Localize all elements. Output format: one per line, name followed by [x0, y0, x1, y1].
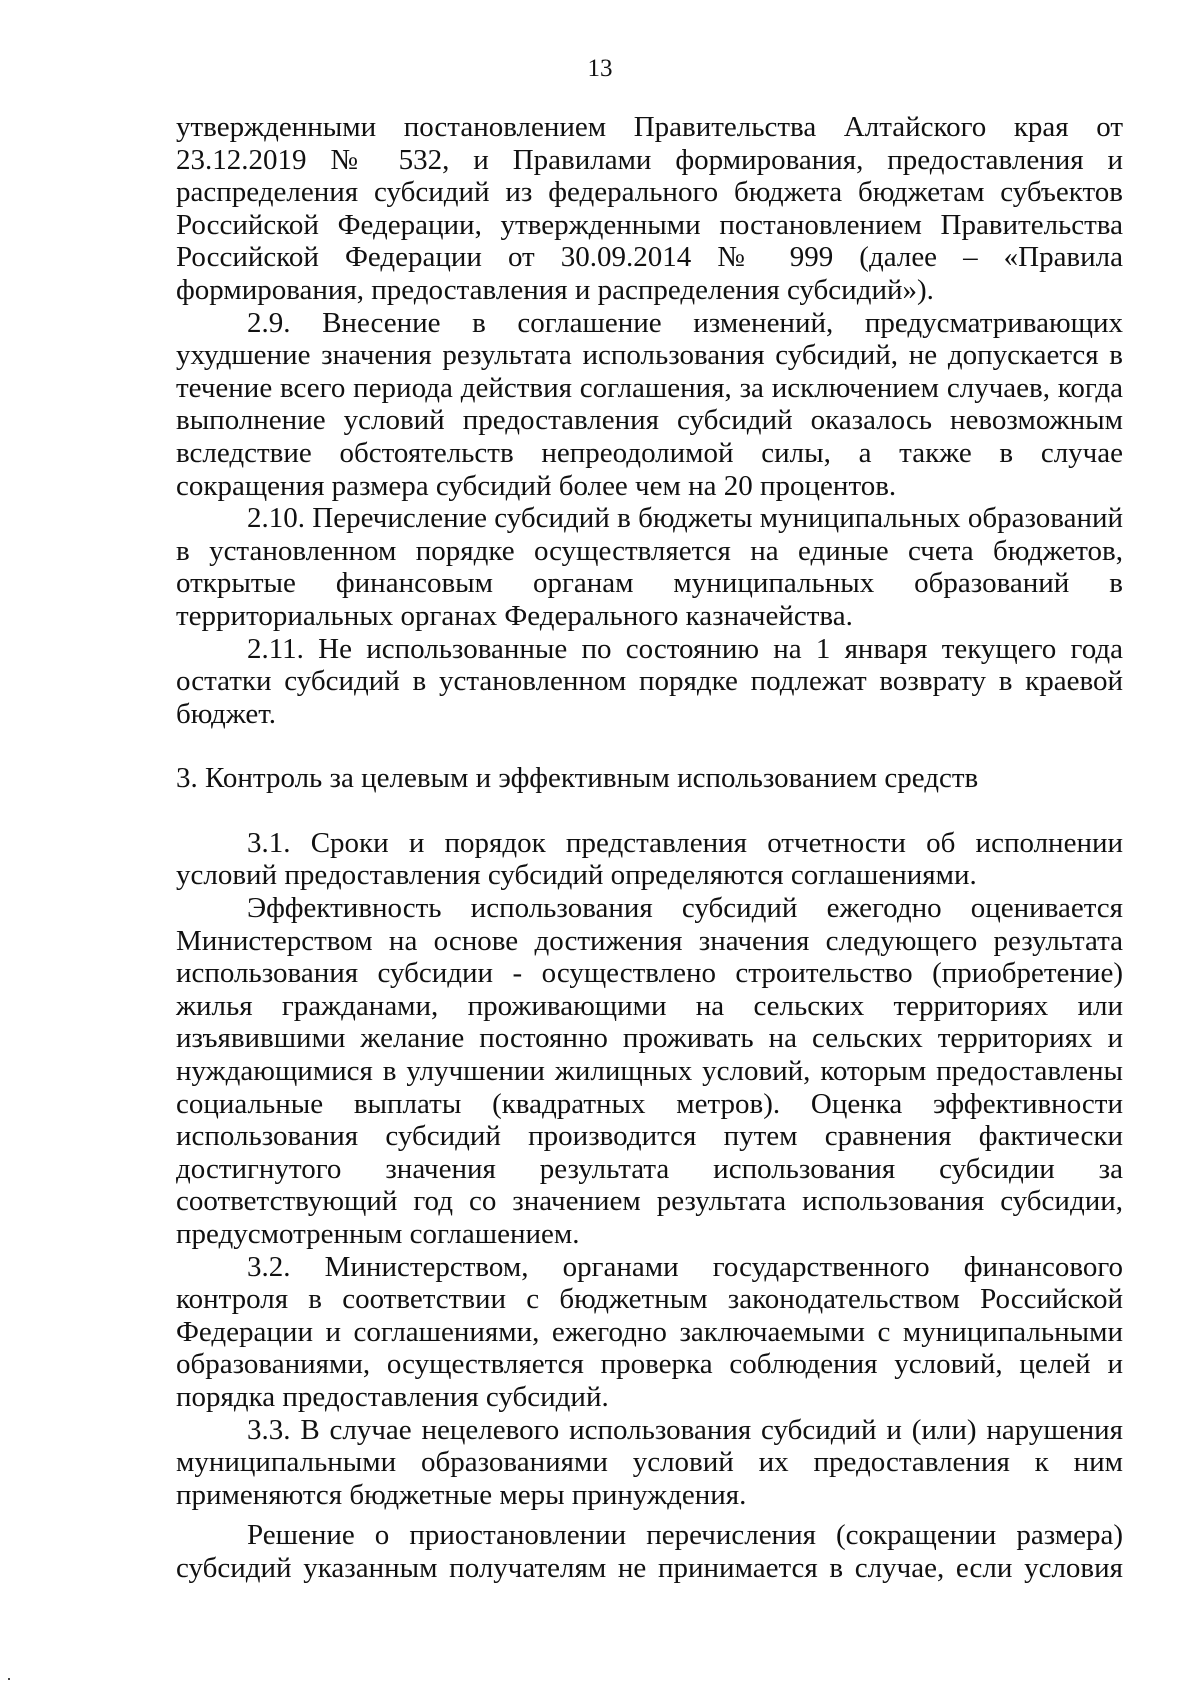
- paragraph-2-11: 2.11. Не использованные по состоянию на 1 января текущего года остатки субсидий в установленном порядке подлежат возврату в краевой бюджет.: [176, 632, 1123, 730]
- paragraph-2-9: 2.9. Внесение в соглашение изменений, предусматривающих ухудшение значения результата использования субсидий, не допускается в течение всего периода действия соглашения, за исключением случаев, когда выполнение условий предоставления субсидий оказалось невозможным вследствие обстоятельств непреодолимой силы, а также в случае сокращения размера субсидий более чем на 20 процентов.: [176, 306, 1123, 502]
- paragraph-3-1: 3.1. Сроки и порядок представления отчетности об исполнении условий предоставления субсидий определяются соглашениями.: [176, 826, 1123, 892]
- paragraph-efficiency: Эффективность использования субсидий ежегодно оценивается Министерством на основе достижения значения следующего результата использования субсидии - осуществлено строительство (приобретение) жилья гражданами, проживающими на сельских территориях или изъявившими желание постоянно проживать на сельских территориях и нуждающимися в улучшении жилищных условий, которым предоставлены социальные выплаты (квадратных метров). Оценка эффективности использования субсидий производится путем сравнения фактически достигнутого значения результата использования субсидии за соответствующий год со значением результата использования субсидии, предусмотренным соглашением.: [176, 892, 1123, 1250]
- document-body: [176, 111, 1123, 1585]
- paragraph-2-10: 2.10. Перечисление субсидий в бюджеты муниципальных образований в установленном порядке осуществляется на единые счета бюджетов, открытые финансовым органам муниципальных образований в территориальных органах Федерального казначейства.: [176, 502, 1123, 632]
- section-heading: 3. Контроль за целевым и эффективным использованием средств: [176, 762, 979, 795]
- paragraph-continuation: утвержденными постановлением Правительства Алтайского края от 23.12.2019 № 532, и Правилами формирования, предоставления и распределения субсидий из федерального бюджета бюджетам субъектов Российской Федерации, утвержденными постановлением Правительства Российской Федерации от 30.09.2014 № 999 (далее – «Правила формирования, предоставления и распределения субсидий»).: [176, 111, 1123, 306]
- paragraph-decision: Решение о приостановлении перечисления (сокращении размера) субсидий указанным получателям не принимается в случае, если условия: [176, 1519, 1123, 1584]
- paragraph-3-3: 3.3. В случае нецелевого использования субсидий и (или) нарушения муниципальными образованиями условий их предоставления к ним применяются бюджетные меры принуждения.: [176, 1413, 1123, 1511]
- scan-artifact-dot: [8, 1678, 10, 1680]
- page-number: 13: [587, 55, 613, 82]
- paragraph-3-2: 3.2. Министерством, органами государственного финансового контроля в соответствии с бюджетным законодательством Российской Федерации и соглашениями, ежегодно заключаемыми с муниципальными образованиями, осуществляется проверка соблюдения условий, целей и порядка предоставления субсидий.: [176, 1250, 1123, 1413]
